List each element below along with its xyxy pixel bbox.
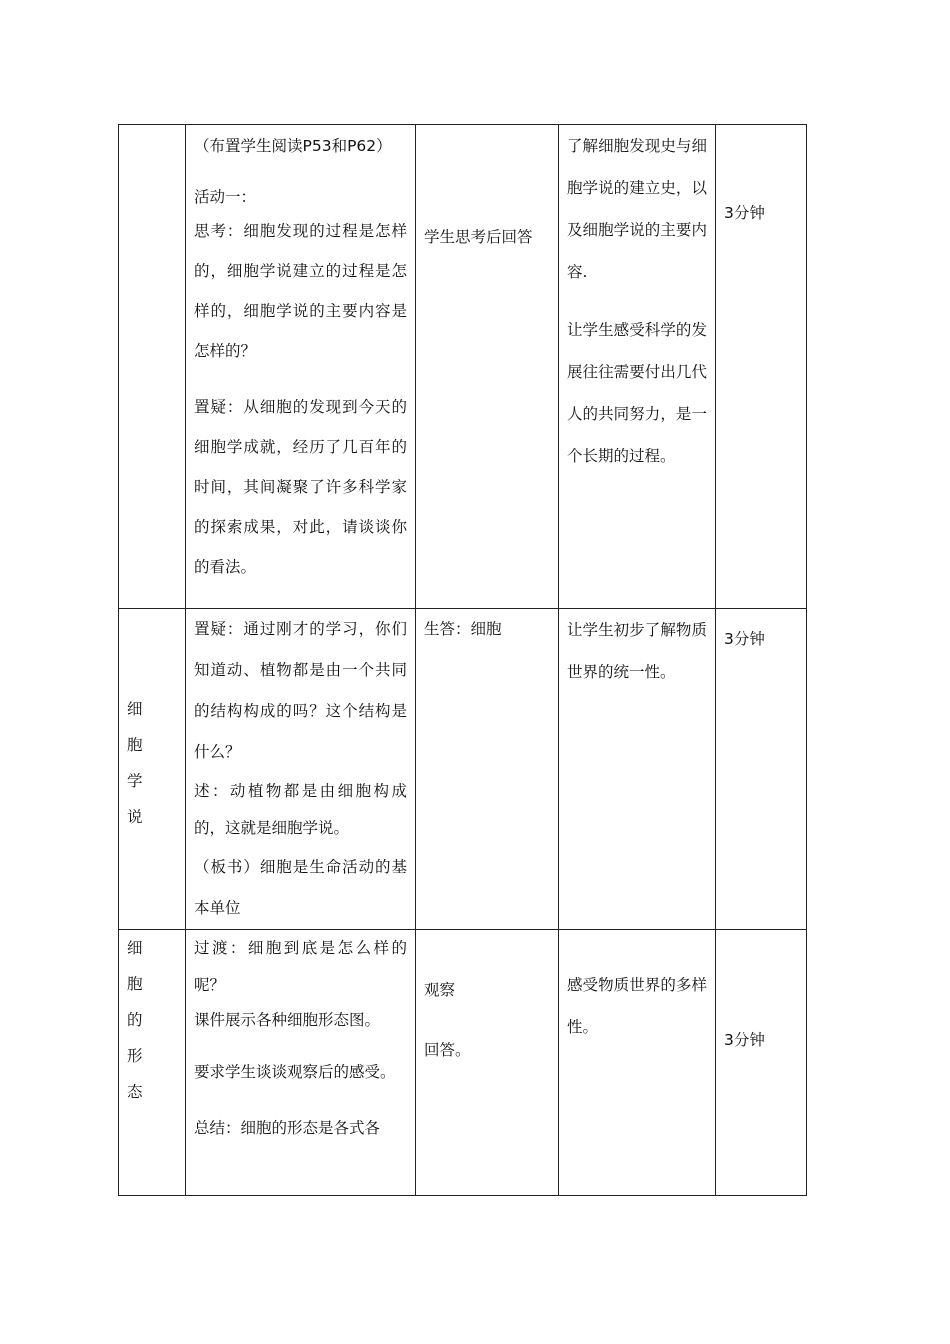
design-intent-cell: [559, 125, 716, 609]
student-response: 学生思考后回答: [424, 228, 533, 246]
design-intent-cell: [559, 609, 716, 930]
student-activity-cell: [416, 930, 559, 1196]
section-label: 细胞的形态: [127, 939, 143, 1101]
intent-text: 感受物质世界的多样性。: [567, 976, 707, 1036]
reading-assignment: （布置学生阅读P53和P62）: [194, 137, 392, 155]
table-row: [119, 609, 807, 930]
teacher-activity-cell: [186, 125, 416, 609]
transition-text: 过渡：细胞到底是怎么样的呢？: [194, 939, 407, 994]
teacher-activity-cell: [186, 930, 416, 1196]
requirement-text: 要求学生谈谈观察后的感受。: [194, 1063, 396, 1081]
thinking-prompt: 思考：细胞发现的过程是怎样的，细胞学说建立的过程是怎样的，细胞学说的主要内容是怎样的？: [194, 222, 407, 360]
teacher-activity-cell: [186, 609, 416, 930]
time-cell: [716, 125, 807, 609]
time-value: 3分钟: [724, 630, 765, 648]
table-row: [119, 125, 807, 609]
intent-text: 让学生感受科学的发展往往需要付出几代人的共同努力，是一个长期的过程。: [567, 321, 707, 465]
explanation-text: 述：动植物都是由细胞构成的，这就是细胞学说。: [194, 782, 407, 837]
time-value: 3分钟: [724, 1031, 765, 1049]
courseware-note: 课件展示各种细胞形态图。: [194, 1011, 381, 1029]
section-cell: [119, 930, 186, 1196]
activity-heading: 活动一：: [194, 188, 257, 206]
time-value: 3分钟: [724, 204, 765, 222]
section-label: 细胞学说: [127, 700, 143, 826]
student-response: 观察: [424, 981, 456, 999]
time-cell: [716, 609, 807, 930]
time-cell: [716, 930, 807, 1196]
board-writing: （板书）细胞是生命活动的基本单位: [194, 858, 407, 917]
student-activity-cell: [416, 125, 559, 609]
student-response: 回答。: [424, 1041, 471, 1059]
student-activity-cell: [416, 609, 559, 930]
question-prompt: 置疑：从细胞的发现到今天的细胞学成就，经历了几百年的时间，其间凝聚了许多科学家的探索成果，对此，请谈谈你的看法。: [194, 398, 407, 576]
student-response: 生答：细胞: [424, 620, 502, 638]
lesson-plan-table: [118, 124, 807, 1196]
section-cell: [119, 125, 186, 609]
section-cell: [119, 609, 186, 930]
summary-text: 总结：细胞的形态是各式各: [194, 1119, 381, 1137]
table-row: [119, 930, 807, 1196]
design-intent-cell: [559, 930, 716, 1196]
intent-text: 了解细胞发现史与细胞学说的建立史，以及细胞学说的主要内容.: [567, 137, 707, 281]
intent-text: 让学生初步了解物质世界的统一性。: [567, 621, 707, 681]
question-prompt: 置疑：通过刚才的学习，你们知道动、植物都是由一个共同的结构构成的吗？这个结构是什么？: [194, 620, 407, 761]
